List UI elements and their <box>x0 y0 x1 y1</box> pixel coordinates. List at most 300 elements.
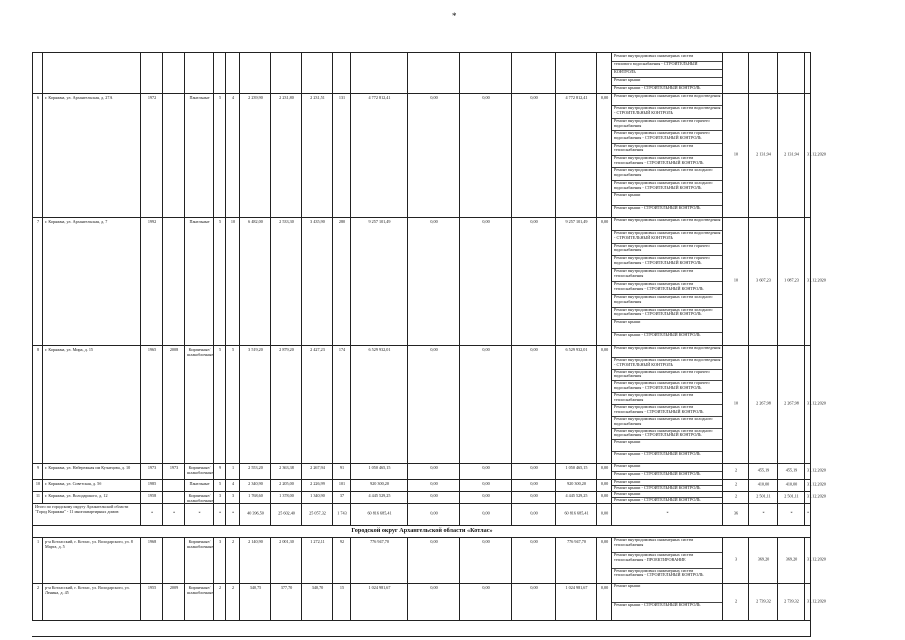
area-living-value: 1 340,90 <box>310 493 325 498</box>
entrances-value: 4 <box>231 95 235 100</box>
fund-loc-value: 0,00 <box>530 347 538 352</box>
area-total-cell <box>239 93 271 217</box>
total-residents-cell <box>332 503 351 525</box>
area-total-value: 2 553,20 <box>248 465 263 470</box>
fund-other-value: 0,00 <box>600 585 609 590</box>
fund-other-cell <box>596 491 612 503</box>
total-cost-sqm-value: * <box>762 510 765 516</box>
total-limit-sqm-cell <box>777 503 805 525</box>
area-flats-cell <box>270 491 302 503</box>
limit-sqm-value: 2 739,32 <box>784 598 799 604</box>
year-built-value: 1992 <box>147 219 157 224</box>
works-cell <box>611 463 723 479</box>
deadline-value: 31.12.2020 <box>807 151 826 157</box>
area-living-value: 2 231,51 <box>310 95 325 100</box>
work-item <box>612 294 723 308</box>
area-flats-value: 2 205,00 <box>279 481 294 486</box>
work-item-label: Ремонт крыши <box>614 463 641 468</box>
material-value: Панельные <box>189 481 210 486</box>
year-built-cell <box>140 491 163 503</box>
area-living-cell <box>301 217 333 345</box>
material-value: Кирпичные/ шлакоблочные <box>187 465 214 475</box>
fund-loc-cell <box>511 93 556 217</box>
work-item <box>612 243 723 257</box>
count-cell <box>722 217 749 345</box>
work-item-label: Ремонт внутридомовых инженерных систем холодного водоснабжения - СТРОИТЕЛЬНЫЙ КОНТРОЛЬ <box>614 179 713 190</box>
work-item-label: Ремонт внутридомовых инженерных систем холодного водоснабжения <box>614 415 713 426</box>
fund-reg-value: 0,00 <box>482 493 490 498</box>
fund-owner-value: 4 772 812,41 <box>565 95 588 100</box>
year-built-value: 1968 <box>147 539 157 544</box>
work-item-label: Ремонт внутридомовых инженерных систем теплоснабжения - СТРОИТЕЛЬНЫЙ КОНТРОЛЬ <box>614 281 704 291</box>
total-works-value: * <box>666 510 669 516</box>
work-item <box>612 568 723 583</box>
address-cell <box>42 217 141 345</box>
row-number: 10 <box>35 481 41 486</box>
empty-cell <box>459 53 512 93</box>
fund-owner-cell <box>555 583 597 620</box>
fund-loc-value: 0,00 <box>530 481 538 486</box>
cost-sqm-value: 369,20 <box>757 556 770 562</box>
area-total-cell <box>239 537 271 583</box>
city-header-cell <box>32 525 811 537</box>
deadline-cell <box>804 217 826 345</box>
fund-owner-cell <box>555 463 597 479</box>
entrances-cell <box>225 93 240 217</box>
area-flats-value: 2 533,30 <box>279 219 294 224</box>
entrances-cell <box>225 463 240 479</box>
count-value: 10 <box>733 277 739 283</box>
fund-other-value: 0,00 <box>600 219 609 224</box>
fund-other-value: 0,00 <box>600 95 609 100</box>
work-item-label: Ремонт крыши - СТРОИТЕЛЬНЫЙ КОНТРОЛЬ <box>614 204 701 210</box>
table-row <box>32 93 826 218</box>
fund-fed-cell <box>407 491 460 503</box>
material-cell <box>184 217 214 345</box>
limit-sqm-cell <box>777 217 805 345</box>
address-text: г. Коряжма, ул. Мира, д. 15 <box>45 347 94 352</box>
fund-loc-value: 0,00 <box>530 465 538 470</box>
cost-sqm-cell <box>748 217 778 345</box>
floors-value: 3 <box>218 493 222 498</box>
repair-program-table <box>32 52 826 637</box>
limit-sqm-value: 2 501,11 <box>784 493 799 499</box>
work-item-label: Ремонт внутридомовых инженерных систем теплоснабжения - ПРОЕКТИРОВАНИЕ <box>614 552 694 563</box>
work-item <box>612 451 723 463</box>
fund-loc-value: 0,00 <box>530 493 538 498</box>
area-total-value: 6 482,00 <box>248 219 263 224</box>
work-item-label: Ремонт внутридомовых инженерных систем холодного водоснабжения - СТРОИТЕЛЬНЫЙ КОНТРОЛЬ <box>614 427 713 438</box>
deadline-cell <box>804 93 826 217</box>
work-item <box>612 552 723 568</box>
work-item-label: Ремонт крыши <box>614 439 641 445</box>
limit-sqm-value: 455,19 <box>785 467 798 473</box>
residents-cell <box>332 491 351 503</box>
total-count-value: 36 <box>733 510 739 516</box>
total-cost-sqm-cell <box>748 503 778 525</box>
floors-value: 2 <box>218 585 222 590</box>
works-list <box>612 53 723 93</box>
work-item-label: Ремонт крыши <box>614 77 641 82</box>
works-cell <box>611 345 723 463</box>
work-item <box>612 583 723 603</box>
entrances-cell <box>225 491 240 503</box>
year-renov-cell <box>162 345 185 463</box>
page-mark: * <box>452 11 457 21</box>
year-built-value: 1972 <box>147 95 157 100</box>
address-text: р-н Котласский, г. Котлас, ул. Володарского, ул. Ленина, д. 45 <box>45 585 130 595</box>
fund-owner-cell <box>555 537 597 583</box>
year-renov-value: 2009 <box>169 585 179 590</box>
deadline-value: 31.12.2020 <box>807 493 826 499</box>
row-number: 6 <box>36 95 40 100</box>
works-list <box>612 583 723 620</box>
row-number: 9 <box>36 465 40 470</box>
work-item <box>612 230 723 244</box>
cost-total-cell <box>350 463 408 479</box>
cost-sqm-value: 2 267,98 <box>756 400 771 406</box>
area-living-value: 3 435,90 <box>310 219 325 224</box>
fund-fed-value: 0,00 <box>430 585 438 590</box>
residents-cell <box>332 583 351 620</box>
work-item <box>612 85 723 93</box>
work-item <box>612 281 723 295</box>
empty-cell <box>555 53 597 93</box>
year-built-cell <box>140 217 163 345</box>
fund-fed-cell <box>407 463 460 479</box>
work-item <box>612 268 723 282</box>
year-renov-cell <box>162 537 185 583</box>
total-year-built-value: * <box>150 510 154 516</box>
material-value: Кирпичные/ шлакоблочные <box>187 539 214 549</box>
works-cell <box>611 537 723 583</box>
count-value: 2 <box>734 467 738 473</box>
empty-cell <box>596 53 612 93</box>
limit-sqm-cell <box>777 583 805 620</box>
total-area-living-cell <box>301 503 333 525</box>
empty-cell <box>225 53 240 93</box>
fund-loc-cell <box>511 537 556 583</box>
entrances-cell <box>225 479 240 491</box>
cost-total-value: 4 445 529,25 <box>368 493 391 498</box>
fund-other-cell <box>596 479 612 491</box>
fund-owner-value: 776 947,70 <box>567 539 586 544</box>
address-cell <box>42 93 141 217</box>
table-row <box>32 463 826 480</box>
total-fund-fed-cell <box>407 503 460 525</box>
total-cost-total-cell <box>350 503 408 525</box>
works-list <box>612 93 723 217</box>
works-cell <box>611 583 723 620</box>
year-renov-cell <box>162 491 185 503</box>
cost-total-cell <box>350 93 408 217</box>
fund-loc-value: 0,00 <box>530 219 538 224</box>
work-item <box>612 319 723 333</box>
fund-owner-cell <box>555 479 597 491</box>
empty-cell <box>350 53 408 93</box>
work-item-label: Ремонт внутридомовых инженерных систем теплоснабжения - СТРОИТЕЛЬНЫЙ КОНТРОЛЬ <box>614 404 704 414</box>
count-value: 2 <box>734 481 738 487</box>
area-living-cell <box>301 345 333 463</box>
year-built-cell <box>140 463 163 479</box>
empty-cell <box>270 53 302 93</box>
fund-reg-value: 0,00 <box>482 585 490 590</box>
total-fund-other-cell <box>596 503 612 525</box>
area-living-cell <box>301 537 333 583</box>
area-flats-value: 377,70 <box>280 585 293 590</box>
fund-other-value: 0,00 <box>600 465 609 470</box>
fund-fed-value: 0,00 <box>430 481 438 486</box>
fund-fed-cell <box>407 345 460 463</box>
area-total-cell <box>239 463 271 479</box>
total-count-cell <box>722 503 749 525</box>
work-item-label: Ремонт внутридомовых инженерных систем теплоснабжения - СТРОИТЕЛЬНЫЙ КОНТРОЛЬ <box>614 155 704 165</box>
floors-value: 9 <box>218 465 222 470</box>
area-living-cell <box>301 491 333 503</box>
count-value: 3 <box>734 556 738 562</box>
address-text: г. Коряжма, ул. Набережная им Кузнецова, д. 10 <box>45 465 131 470</box>
residents-cell <box>332 217 351 345</box>
area-flats-cell <box>270 345 302 463</box>
cost-total-cell <box>350 345 408 463</box>
work-item <box>612 192 723 205</box>
fund-reg-cell <box>459 217 512 345</box>
area-total-value: 2 140,90 <box>248 539 263 544</box>
works-cell <box>611 53 723 93</box>
cost-sqm-cell <box>748 583 778 620</box>
work-item-label: Ремонт внутридомовых инженерных систем водоотведения <box>614 345 721 350</box>
work-item-label: Ремонт внутридомовых инженерных систем горячего водоснабжения - СТРОИТЕЛЬНЫЙ КОНТРОЛЬ <box>614 380 710 391</box>
area-living-value: 340,70 <box>311 585 324 590</box>
material-cell <box>184 583 214 620</box>
area-flats-cell <box>270 93 302 217</box>
material-cell <box>184 479 214 491</box>
empty-cell <box>239 53 271 93</box>
material-cell <box>184 463 214 479</box>
fund-loc-cell <box>511 491 556 503</box>
work-item-label: Ремонт внутридомовых инженерных систем водоотведения - СТРОИТЕЛЬНЫЙ КОНТРОЛЬ <box>614 229 721 240</box>
work-item-label: Ремонт крыши <box>614 491 641 496</box>
total-material-value: * <box>198 510 201 516</box>
area-total-cell <box>239 491 271 503</box>
floors-value: 5 <box>218 95 222 100</box>
fund-other-cell <box>596 93 612 217</box>
address-cell <box>42 345 141 463</box>
table-row <box>32 537 826 584</box>
total-fund-other-value: 0,00 <box>600 510 609 516</box>
works-list <box>612 479 723 491</box>
fund-reg-cell <box>459 463 512 479</box>
deadline-value: 31.12.2020 <box>807 277 826 283</box>
row-number: 7 <box>36 219 40 224</box>
fund-fed-cell <box>407 93 460 217</box>
work-item-label: Ремонт крыши - СТРОИТЕЛЬНЫЙ КОНТРОЛЬ <box>614 451 701 457</box>
work-item <box>612 155 723 168</box>
city-header: Городской округ Архангельской области «Котлас» <box>351 527 493 534</box>
area-flats-cell <box>270 583 302 620</box>
fund-other-value: 0,00 <box>600 347 609 352</box>
fund-reg-value: 0,00 <box>482 95 490 100</box>
address-text: г. Коряжма, ул. Архангельская, д. 7 <box>45 219 108 224</box>
total-fund-reg-value: 0,00 <box>482 510 490 516</box>
fund-loc-cell <box>511 463 556 479</box>
entrances-value: 1 <box>231 465 235 470</box>
fund-reg-value: 0,00 <box>482 539 490 544</box>
area-total-value: 2 239,90 <box>248 95 263 100</box>
fund-loc-cell <box>511 345 556 463</box>
empty-cell <box>511 53 556 93</box>
entrances-value: 2 <box>231 539 235 544</box>
fund-fed-cell <box>407 217 460 345</box>
residents-cell <box>332 479 351 491</box>
work-item-label: Ремонт внутридомовых инженерных систем горячего водоснабжения <box>614 242 710 253</box>
work-item-label: Ремонт внутридомовых инженерных систем <box>614 53 694 58</box>
works-list <box>612 491 723 503</box>
fund-owner-value: 1 024 981,67 <box>565 585 588 590</box>
row-number: 1 <box>36 539 40 544</box>
cost-total-value: 6 529 932,01 <box>368 347 391 352</box>
row-number: 11 <box>35 493 41 498</box>
work-item-label: Ремонт внутридомовых инженерных систем теплоснабжения <box>614 537 694 547</box>
area-flats-value: 2 363,38 <box>279 465 294 470</box>
year-built-value: 1985 <box>147 481 157 486</box>
table-row <box>32 345 826 464</box>
fund-owner-value: 4 445 529,25 <box>565 493 588 498</box>
floors-value: 5 <box>218 347 222 352</box>
total-fund-loc-value: 0,00 <box>530 510 538 516</box>
fund-other-value: 0,00 <box>600 539 609 544</box>
entrances-cell <box>225 537 240 583</box>
area-living-cell <box>301 463 333 479</box>
material-cell <box>184 537 214 583</box>
work-item-label: Ремонт крыши <box>614 192 641 198</box>
fund-fed-value: 0,00 <box>430 219 438 224</box>
cost-sqm-value: 3 607,23 <box>756 277 771 283</box>
work-item <box>612 217 723 231</box>
works-cell <box>611 491 723 503</box>
fund-owner-value: 1 050 465,15 <box>565 465 588 470</box>
total-area-total-cell <box>239 503 271 525</box>
work-item <box>612 93 723 106</box>
cost-sqm-value: 2 739,32 <box>756 598 771 604</box>
area-flats-cell <box>270 537 302 583</box>
fund-other-cell <box>596 217 612 345</box>
total-limit-sqm-value: * <box>790 510 793 516</box>
residents-value: 37 <box>339 493 345 498</box>
work-item <box>612 143 723 156</box>
row-number: 8 <box>36 347 40 352</box>
total-year-renov-value: * <box>172 510 176 516</box>
fund-other-cell <box>596 583 612 620</box>
works-cell <box>611 93 723 217</box>
fund-fed-value: 0,00 <box>430 95 438 100</box>
fund-fed-value: 0,00 <box>430 347 438 352</box>
work-item <box>612 180 723 193</box>
deadline-cell <box>804 345 826 463</box>
deadline-cell <box>804 463 826 479</box>
fund-other-cell <box>596 537 612 583</box>
fund-fed-cell <box>407 537 460 583</box>
cost-sqm-value: 410,00 <box>757 481 770 487</box>
fund-reg-value: 0,00 <box>482 219 490 224</box>
cost-total-cell <box>350 217 408 345</box>
limit-sqm-value: 369,20 <box>785 556 798 562</box>
area-total-cell <box>239 583 271 620</box>
limit-sqm-value: 1 087,23 <box>784 277 799 283</box>
year-built-cell <box>140 93 163 217</box>
fund-reg-value: 0,00 <box>482 481 490 486</box>
floors-value: 3 <box>218 539 222 544</box>
fund-reg-cell <box>459 479 512 491</box>
area-living-value: 2 226,99 <box>310 481 325 486</box>
work-item-label: Ремонт внутридомовых инженерных систем водоотведения - СТРОИТЕЛЬНЫЙ КОНТРОЛЬ <box>614 105 721 116</box>
year-renov-cell <box>162 479 185 491</box>
year-built-value: 1958 <box>147 493 157 498</box>
fund-other-value: 0,00 <box>600 493 609 498</box>
cost-sqm-cell <box>748 479 778 491</box>
limit-sqm-cell <box>777 479 805 491</box>
cost-sqm-cell <box>748 345 778 463</box>
cost-total-value: 4 772 812,41 <box>368 95 391 100</box>
work-item-label: Ремонт внутридомовых инженерных систем горячего водоснабжения <box>614 368 710 379</box>
year-built-cell <box>140 479 163 491</box>
material-value: Кирпичные/ шлакоблочные <box>187 585 214 595</box>
limit-sqm-value: 2 267,98 <box>784 400 799 406</box>
deadline-value: 31.12.2020 <box>807 400 826 406</box>
fund-fed-value: 0,00 <box>430 493 438 498</box>
cost-total-value: 1 024 981,67 <box>368 585 391 590</box>
fund-owner-value: 920 300,20 <box>567 481 586 486</box>
total-label-cell <box>32 503 141 525</box>
count-cell <box>722 491 749 503</box>
cost-sqm-cell <box>748 463 778 479</box>
area-living-cell <box>301 479 333 491</box>
material-cell <box>184 93 214 217</box>
area-total-cell <box>239 479 271 491</box>
address-text: г. Коряжма, ул. Володарского, д. 12 <box>45 493 108 498</box>
fund-loc-cell <box>511 479 556 491</box>
work-item <box>612 205 723 217</box>
cost-total-value: 920 300,20 <box>370 481 389 486</box>
year-renov-cell <box>162 463 185 479</box>
total-floors-value: * <box>218 510 222 516</box>
fund-loc-cell <box>511 217 556 345</box>
limit-sqm-value: 410,00 <box>785 481 798 487</box>
deadline-cell <box>804 583 826 620</box>
count-cell <box>722 93 749 217</box>
address-text: р-н Котласский, г. Котлас, ул. Володарского, ул. 8 Марта, д. 5 <box>45 539 133 549</box>
total-area-flats-value: 25 602,40 <box>278 510 295 516</box>
fund-reg-cell <box>459 93 512 217</box>
total-row <box>32 503 810 526</box>
year-built-cell <box>140 537 163 583</box>
work-item-label: Ремонт крыши - СТРОИТЕЛЬНЫЙ КОНТРОЛЬ <box>614 471 701 476</box>
work-item-label: Ремонт внутридомовых инженерных систем горячего водоснабжения - СТРОИТЕЛЬНЫЙ КОНТРОЛЬ <box>614 255 710 266</box>
year-built-value: 1955 <box>147 585 157 590</box>
fund-loc-value: 0,00 <box>530 95 538 100</box>
fund-owner-value: 9 257 101,49 <box>565 219 588 224</box>
work-item-label: Ремонт крыши - СТРОИТЕЛЬНЫЙ КОНТРОЛЬ <box>614 332 701 338</box>
work-item-label: Ремонт крыши <box>614 479 641 484</box>
limit-sqm-value: 2 131,94 <box>784 151 799 157</box>
work-item-label: Ремонт внутридомовых инженерных систем водоотведения - СТРОИТЕЛЬНЫЙ КОНТРОЛЬ <box>614 356 721 367</box>
empty-cell <box>42 53 141 93</box>
total-residents-value: 1 743 <box>337 510 347 516</box>
fund-other-value: 0,00 <box>600 481 609 486</box>
empty-cell <box>748 53 778 93</box>
fund-other-cell <box>596 345 612 463</box>
table-row <box>32 217 826 346</box>
